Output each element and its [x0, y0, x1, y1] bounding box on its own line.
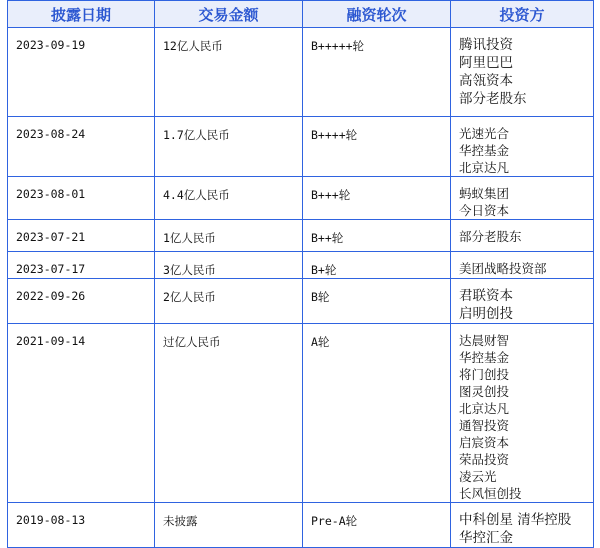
cell-investors	[451, 252, 594, 279]
investor-name: 启明创投	[459, 306, 513, 322]
investor-name: 达晨财智	[459, 333, 510, 348]
cell-date: 2021-09-14	[8, 324, 155, 503]
investor-name: 华控基金	[459, 350, 510, 365]
investor-name: 蚂蚁集团	[459, 186, 510, 201]
cell-amount: 2亿人民币	[155, 279, 303, 324]
table-row	[8, 220, 594, 252]
investor-name: 中科创星 清华控股	[459, 512, 572, 528]
cell-date: 2023-07-21	[8, 220, 155, 252]
cell-date: 2023-08-01	[8, 177, 155, 220]
cell-round: A轮	[303, 324, 451, 503]
header-deal-amount: 交易金额	[155, 1, 303, 28]
investor-name: 北京达凡	[459, 401, 510, 416]
cell-round: B+++轮	[303, 177, 451, 220]
cell-amount: 未披露	[155, 503, 303, 548]
investor-name: 腾讯投资	[459, 37, 513, 53]
cell-investors	[451, 220, 594, 252]
investor-name: 长风恒创投	[459, 486, 522, 501]
table-row	[8, 503, 594, 548]
investor-name: 部分老股东	[459, 229, 522, 244]
cell-amount: 4.4亿人民币	[155, 177, 303, 220]
cell-round: B轮	[303, 279, 451, 324]
cell-amount: 过亿人民币	[155, 324, 303, 503]
investor-name: 启宸资本	[459, 435, 510, 450]
investor-name: 通智投资	[459, 418, 510, 433]
cell-date: 2019-08-13	[8, 503, 155, 548]
investor-name: 美团战略投资部	[459, 261, 547, 276]
cell-investors	[451, 117, 594, 177]
cell-round: B++++轮	[303, 117, 451, 177]
investor-name: 图灵创投	[459, 384, 510, 399]
cell-investors	[451, 324, 594, 503]
table-header-row	[8, 1, 594, 28]
funding-history-table	[7, 0, 594, 548]
cell-amount: 12亿人民币	[155, 28, 303, 117]
table-row	[8, 177, 594, 220]
table-row	[8, 117, 594, 177]
investor-name: 阿里巴巴	[459, 55, 513, 71]
cell-date: 2023-09-19	[8, 28, 155, 117]
table-row	[8, 28, 594, 117]
cell-amount: 3亿人民币	[155, 252, 303, 279]
table-row	[8, 279, 594, 324]
investor-name: 高瓴资本	[459, 73, 513, 89]
table-row	[8, 324, 594, 503]
cell-date: 2023-07-17	[8, 252, 155, 279]
header-funding-round: 融资轮次	[303, 1, 451, 28]
cell-investors	[451, 28, 594, 117]
cell-round: B+轮	[303, 252, 451, 279]
investor-name: 将门创投	[459, 367, 510, 382]
investor-name: 光速光合	[459, 126, 510, 141]
header-investors: 投资方	[451, 1, 594, 28]
investor-name: 华控基金	[459, 143, 510, 158]
cell-amount: 1.7亿人民币	[155, 117, 303, 177]
investor-name: 北京达凡	[459, 160, 510, 175]
investor-name: 凌云光	[459, 469, 497, 484]
investor-name: 华控汇金	[459, 530, 513, 546]
cell-investors	[451, 503, 594, 548]
cell-round: Pre-A轮	[303, 503, 451, 548]
investor-name: 部分老股东	[459, 91, 527, 107]
cell-date: 2023-08-24	[8, 117, 155, 177]
cell-investors	[451, 279, 594, 324]
investor-name: 君联资本	[459, 288, 513, 304]
investor-name: 今日资本	[459, 203, 510, 218]
table-row	[8, 252, 594, 279]
cell-amount: 1亿人民币	[155, 220, 303, 252]
cell-date: 2022-09-26	[8, 279, 155, 324]
header-disclosure-date: 披露日期	[8, 1, 155, 28]
cell-round: B+++++轮	[303, 28, 451, 117]
investor-name: 荣品投资	[459, 452, 510, 467]
cell-investors	[451, 177, 594, 220]
cell-round: B++轮	[303, 220, 451, 252]
